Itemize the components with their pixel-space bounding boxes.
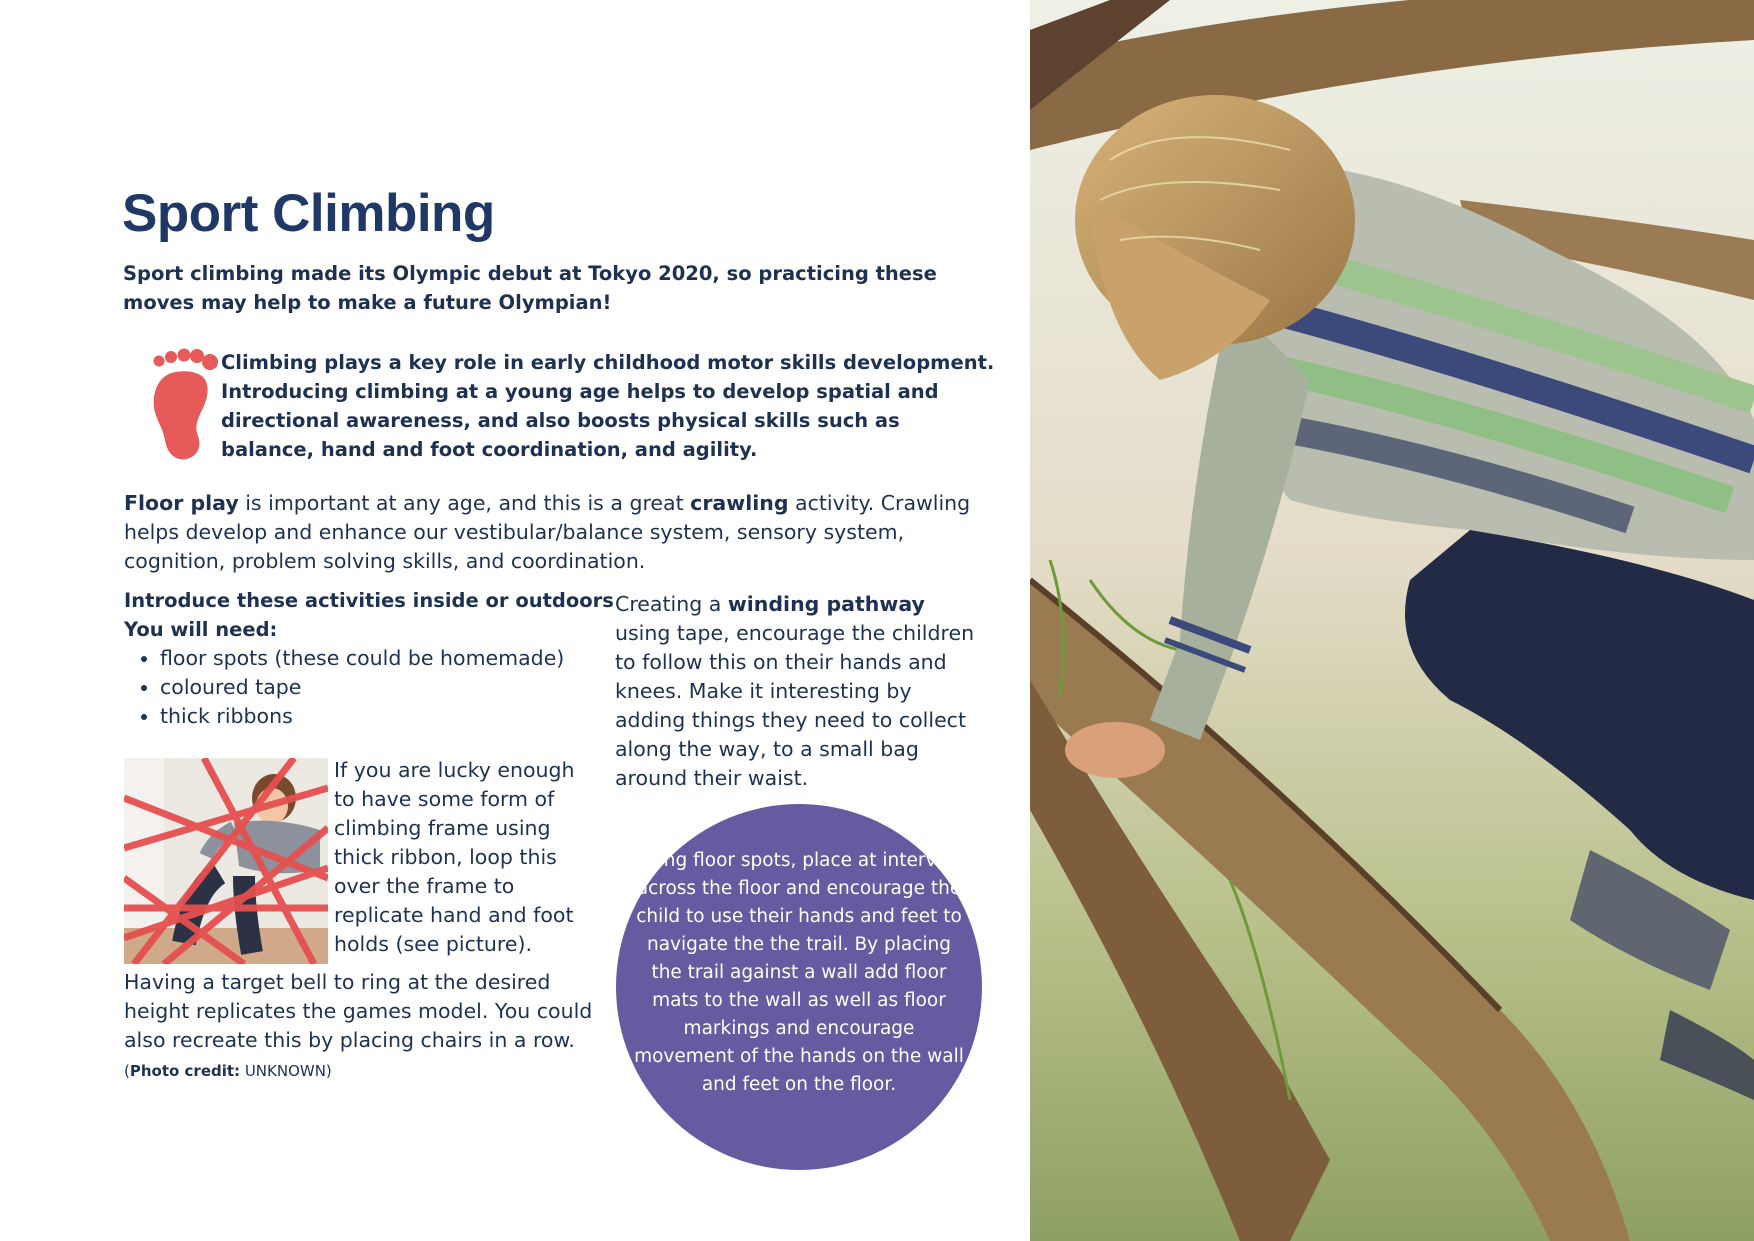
bell-text: Having a target bell to ring at the desired height replicates the games model. You could also recreate this by placing chairs in a row. (124, 970, 593, 1052)
list-item: • coloured tape (160, 673, 614, 702)
floor-play-text-2: activity. Crawling helps develop and enhance our vestibular/balance system, sensory system, cognition, problem solving skills, and coordination. (124, 491, 971, 573)
subtitle: Sport climbing made its Olympic debut at Tokyo 2020, so practicing these moves may help to make a future Olympian! (123, 262, 937, 314)
page-title: Sport Climbing (122, 184, 495, 243)
credit-open: ( (124, 1062, 130, 1080)
floor-play-term: Floor play (124, 491, 239, 515)
photo-credit-label: Photo credit: (129, 1062, 241, 1080)
winding-pathway-paragraph (615, 590, 985, 793)
floor-play-text: is important at any age, and this is a great (238, 491, 691, 515)
crawling-term: crawling (690, 491, 789, 515)
floor-spots-callout (616, 804, 982, 1170)
you-will-need-label: You will need: (124, 618, 278, 641)
materials-list (124, 644, 614, 731)
pathway-text: Creating a (615, 592, 728, 616)
activities-section (124, 586, 614, 731)
activities-heading: Introduce these activities inside or outdoors (124, 589, 614, 612)
photo-credit-value: UNKNOWN) (240, 1062, 332, 1080)
list-item: • thick ribbons (160, 702, 614, 731)
list-item: • floor spots (these could be homemade) (160, 644, 614, 673)
target-bell-paragraph (124, 968, 594, 1086)
child-climbing-tree-photo (1030, 0, 1754, 1241)
ribbon-climbing-photo (124, 758, 328, 964)
pathway-text-2: using tape, encourage the children to follow this on their hands and knees. Make it interesting by adding things they need to collect along the way, to a small bag around their waist. (615, 621, 975, 790)
floor-spots-text: Using floor spots, place at intervals across the floor and encourage the child to use their hands and feet to navigate the the trail. By placing the trail against a wall add floor mats to the wall as well as floor markings and encourage movement of the hands on the wall and feet on the floor. (634, 850, 964, 1095)
floor-play-paragraph (124, 489, 994, 576)
photo-credit (124, 1062, 332, 1080)
winding-pathway-term: winding pathway (727, 592, 925, 616)
climbing-frame-paragraph: If you are lucky enough to have some form of climbing frame using thick ribbon, loop this over the frame to replicate hand and foot holds (see picture). (334, 758, 575, 956)
intro-paragraph: Climbing plays a key role in early childhood motor skills development. Introducing climbing at a young age helps to develop spatial and directional awareness, and also boosts physical skills such as balance, hand and foot coordination, and agility. (221, 351, 995, 461)
footprint-icon (146, 348, 218, 462)
